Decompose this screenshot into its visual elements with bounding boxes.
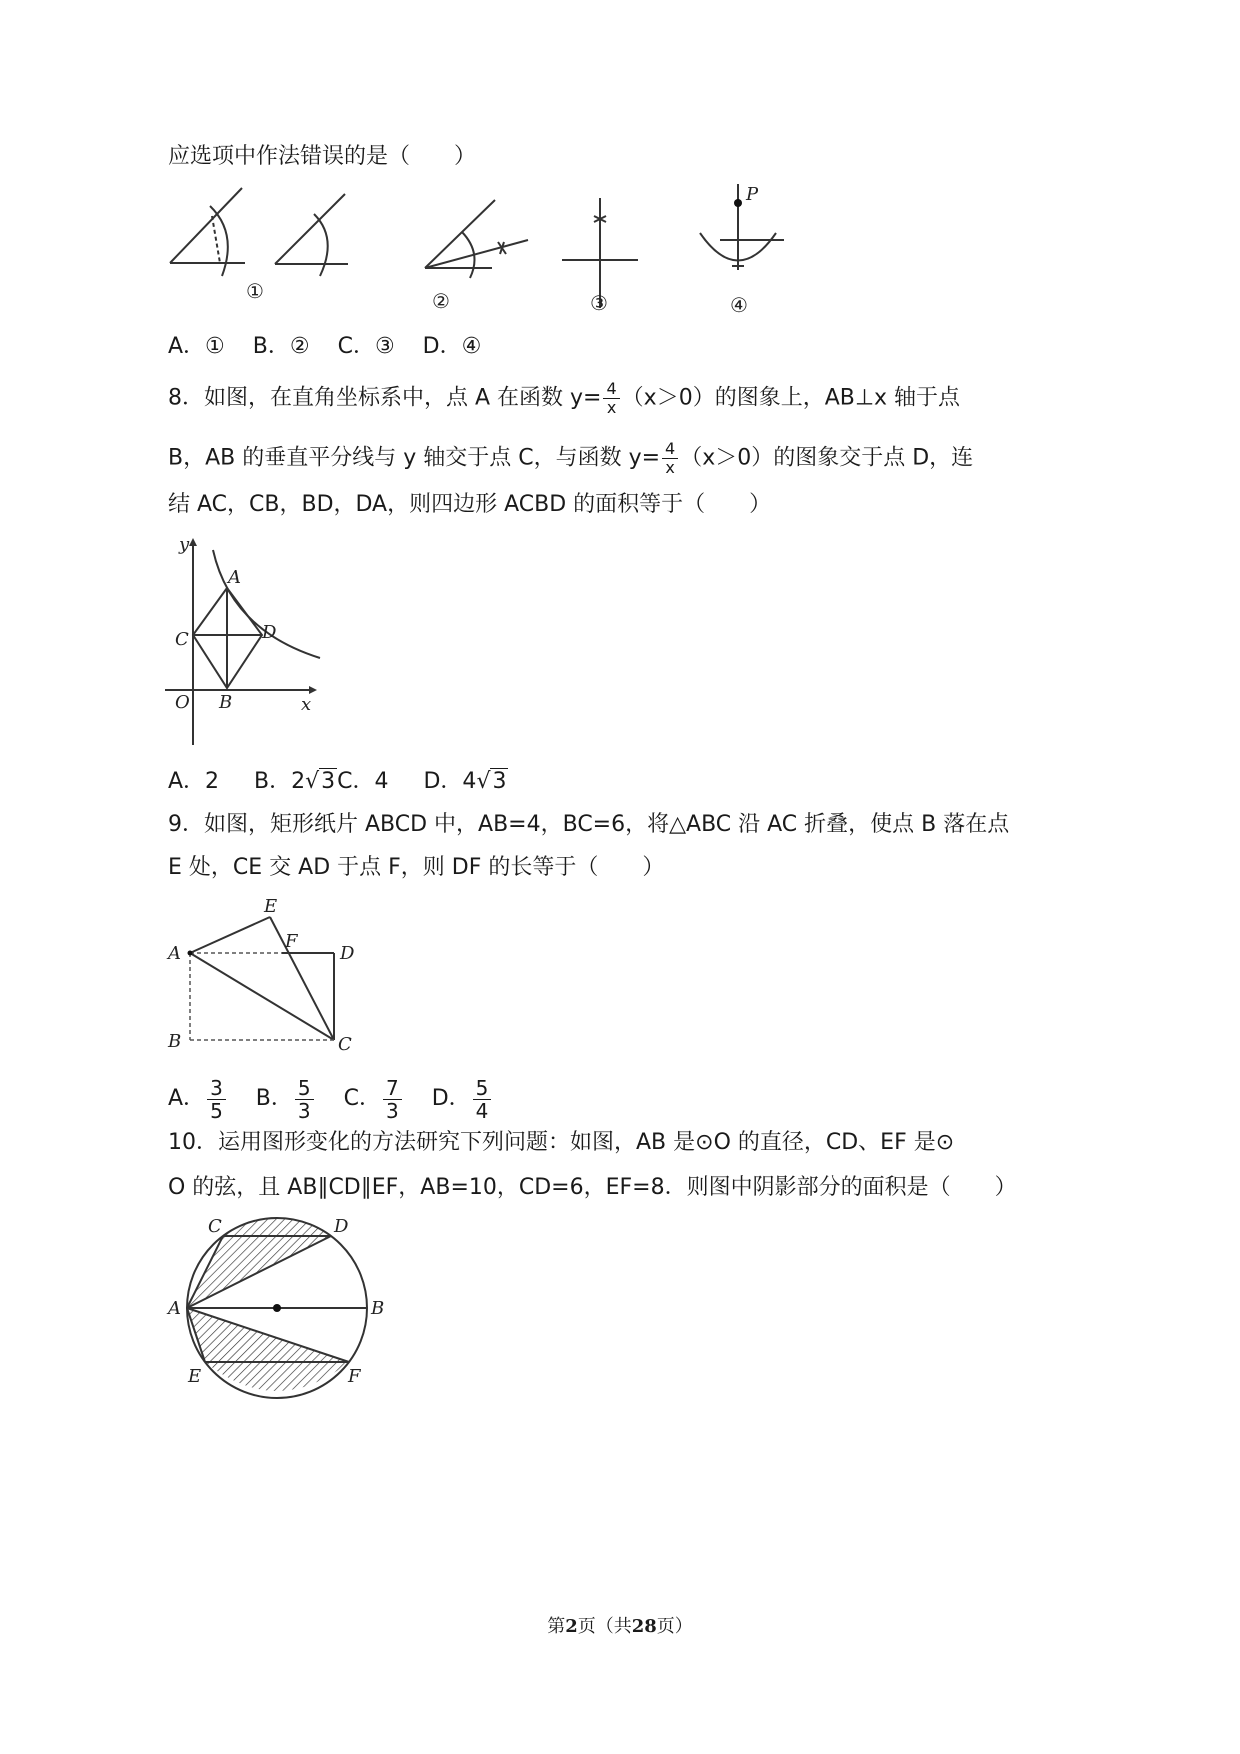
- footer-mid: 页（共: [577, 1616, 632, 1637]
- frac-denominator: x: [665, 458, 675, 477]
- q9-option-a[interactable]: [168, 1075, 228, 1123]
- q7-option-d[interactable]: D．④: [422, 334, 482, 359]
- frac-numerator: 4: [603, 380, 619, 399]
- q9-figure: [162, 895, 382, 1060]
- option-label: C．: [343, 1086, 381, 1111]
- label-d: D: [334, 1216, 349, 1237]
- fig-label-1: ①: [246, 279, 264, 303]
- q9-line1: 9．如图，矩形纸片 ABCD 中，AB=4，BC=6，将△ABC 沿 AC 折叠，使点 B 落在点: [168, 812, 1010, 837]
- label-c: C: [208, 1216, 222, 1237]
- label-e: E: [188, 1366, 202, 1387]
- label-x: x: [301, 694, 312, 715]
- q8-line1-text-a: 8．如图，在直角坐标系中，点 A 在函数 y=: [168, 385, 602, 411]
- frac-denominator: 5: [210, 1098, 223, 1123]
- label-c: C: [338, 1034, 352, 1055]
- footer-pre: 第: [547, 1616, 566, 1637]
- q8-fraction-1: [603, 380, 619, 417]
- label-e: E: [264, 896, 278, 917]
- label-o: O: [175, 692, 190, 713]
- page-footer: [0, 1612, 1240, 1638]
- q9-line2: E 处，CE 交 AD 于点 F，则 DF 的长等于（ ）: [168, 855, 665, 880]
- frac-numerator: 5: [295, 1077, 314, 1100]
- q7-option-c[interactable]: C．③: [337, 334, 395, 359]
- frac-numerator: 3: [207, 1077, 226, 1100]
- footer-post: 页）: [656, 1616, 693, 1637]
- q7-options: [168, 332, 481, 362]
- radicand: 3: [321, 769, 336, 794]
- q8-option-a[interactable]: A．2: [168, 769, 220, 794]
- footer-total-pages: 28: [631, 1616, 657, 1637]
- q8-option-c[interactable]: C．4: [337, 769, 389, 794]
- point-p-dot: [734, 199, 742, 207]
- sqrt-symbol: √3: [305, 769, 336, 794]
- q10-line2: O 的弦，且 AB∥CD∥EF，AB=10，CD=6，EF=8．则图中阴影部分的面积是（ ）: [168, 1175, 1017, 1200]
- label-a: A: [168, 1298, 181, 1319]
- point-p-label: P: [746, 184, 759, 205]
- q8-fraction-2: [662, 440, 678, 477]
- q8-option-d-text: D．4: [423, 769, 477, 794]
- label-c: C: [175, 629, 189, 650]
- q7-figure: [160, 178, 860, 328]
- option-fraction: [295, 1077, 314, 1122]
- y-axis-arrow: [189, 538, 197, 546]
- q8-line2: [168, 440, 973, 477]
- q8-option-b[interactable]: [254, 769, 337, 794]
- q8-figure: [165, 530, 345, 755]
- q8-line1-text-b: （x＞0）的图象上，AB⊥x 轴于点: [621, 385, 961, 411]
- x-axis-arrow: [309, 686, 317, 694]
- frac-denominator: 3: [297, 1098, 311, 1123]
- label-d: D: [262, 622, 277, 643]
- label-b: B: [168, 1031, 182, 1052]
- option-fraction: [383, 1077, 402, 1122]
- option-label: D．: [431, 1086, 471, 1111]
- frac-numerator: 5: [473, 1077, 492, 1100]
- q8-option-b-text: B．2: [254, 769, 306, 794]
- center-dot: [273, 1304, 281, 1312]
- frac-denominator: x: [606, 398, 617, 417]
- fig-label-2: ②: [432, 289, 450, 313]
- q10-line1: 10．运用图形变化的方法研究下列问题：如图，AB 是⊙O 的直径，CD、EF 是⊙: [168, 1130, 955, 1155]
- q8-option-d[interactable]: [423, 769, 508, 794]
- frac-numerator: 4: [662, 440, 678, 459]
- sqrt-symbol: √3: [476, 769, 507, 794]
- q8-options: [168, 767, 508, 797]
- label-b: B: [219, 692, 233, 713]
- q9-option-b[interactable]: [255, 1075, 316, 1123]
- frac-numerator: 7: [383, 1077, 402, 1100]
- label-b: B: [371, 1298, 385, 1319]
- q9-option-d[interactable]: [431, 1075, 494, 1123]
- q8-line2-text-b: （x＞0）的图象交于点 D，连: [680, 445, 974, 471]
- label-f: F: [285, 931, 298, 952]
- label-a: A: [168, 943, 181, 964]
- q9-options: [168, 1072, 493, 1126]
- label-y: y: [179, 534, 190, 555]
- fig-label-3: ③: [590, 291, 608, 315]
- label-f: F: [348, 1366, 361, 1387]
- option-fraction: [473, 1077, 492, 1122]
- option-label: A．: [168, 1086, 206, 1111]
- q8-line1: [168, 380, 960, 417]
- q8-line2-text-a: B，AB 的垂直平分线与 y 轴交于点 C，与函数 y=: [168, 445, 661, 471]
- radicand: 3: [492, 769, 507, 794]
- frac-denominator: 3: [385, 1098, 399, 1123]
- option-fraction: [207, 1077, 226, 1122]
- q8-line3: 结 AC，CB，BD，DA，则四边形 ACBD 的面积等于（ ）: [168, 492, 772, 517]
- frac-denominator: 4: [475, 1098, 489, 1123]
- label-a: A: [228, 567, 241, 588]
- q7-option-a[interactable]: A．①: [168, 334, 225, 359]
- q7-option-b[interactable]: B．②: [252, 334, 310, 359]
- option-label: B．: [255, 1086, 293, 1111]
- label-d: D: [340, 943, 355, 964]
- q9-option-c[interactable]: [343, 1075, 404, 1123]
- footer-page-number: 2: [565, 1616, 578, 1637]
- fig-label-4: ④: [730, 293, 748, 317]
- q7-stem: 应选项中作法错误的是（ ）: [168, 144, 477, 169]
- q10-figure: [166, 1210, 406, 1410]
